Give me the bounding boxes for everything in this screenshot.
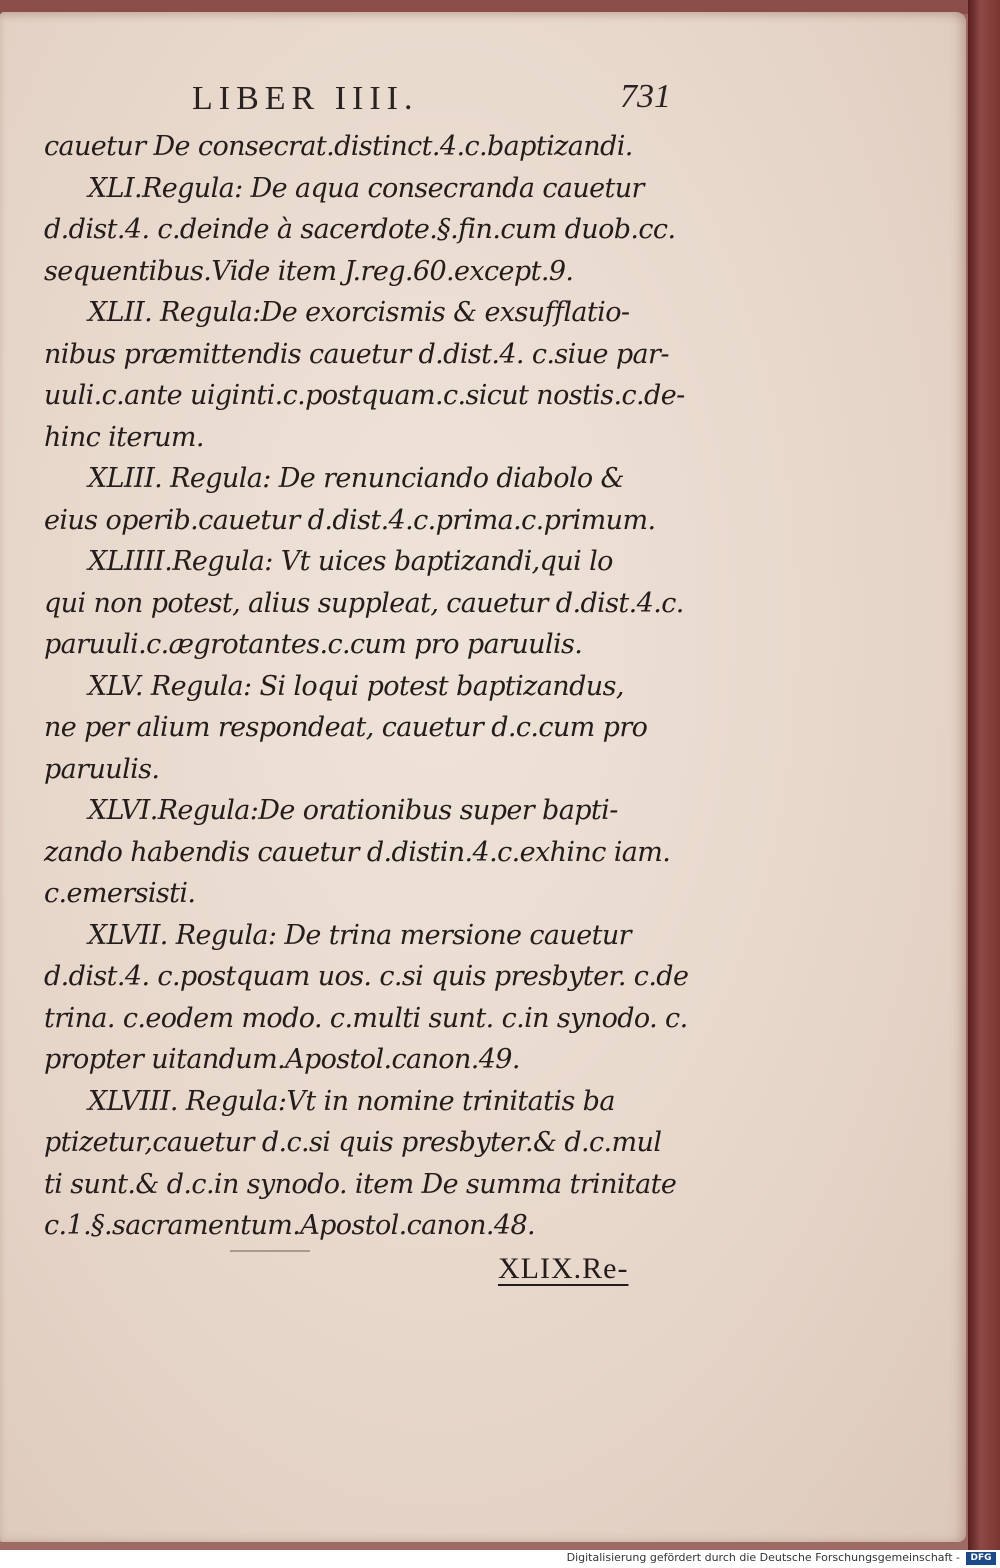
book-page	[0, 12, 966, 1542]
text-line: nibus præmittendis cauetur d.dist.4. c.siue par-	[44, 338, 669, 370]
text-line: ne per alium respondeat, cauetur d.c.cum pro	[44, 712, 648, 743]
text-line: ti sunt.& d.c.in synodo. item De summa trinitate	[44, 1168, 677, 1200]
rule-xlvi-start: XLVI.Regula:De orationibus super bapti-	[88, 795, 618, 826]
scan-border-right	[968, 0, 1000, 1550]
text-line: eius operib.cauetur d.dist.4.c.prima.c.primum.	[44, 504, 656, 536]
faint-rule	[230, 1250, 310, 1252]
rule-xlviii-start: XLVIII. Regula:Vt in nomine trinitatis ba	[88, 1085, 615, 1117]
page-number: 731	[620, 78, 671, 115]
text-line: hinc iterum.	[44, 421, 204, 453]
rule-xlv-start: XLV. Regula: Si loqui potest baptizandus,	[88, 670, 624, 702]
text-line: qui non potest, alius suppleat, cauetur d.dist.4.c.	[44, 587, 684, 619]
text-line: ptizetur,cauetur d.c.si quis presbyter.& d.c.mul	[44, 1127, 662, 1158]
body-text	[44, 126, 689, 1247]
text-line: c.1.§.sacramentum.Apostol.canon.48.	[44, 1210, 536, 1241]
rule-xlii-start: XLII. Regula:De exorcismis & exsufflatio-	[88, 297, 630, 328]
catchword: XLIX.Re-	[498, 1252, 629, 1285]
rule-xliiii-start: XLIIII.Regula: Vt uices baptizandi,qui lo	[88, 546, 613, 577]
text-line: paruulis.	[44, 753, 160, 785]
page-header	[0, 74, 966, 124]
rule-xli-start: XLI.Regula: De aqua consecranda cauetur	[88, 172, 644, 204]
text-line: uuli.c.ante uiginti.c.postquam.c.sicut nostis.c.de-	[44, 380, 685, 411]
rule-xliii-start: XLIII. Regula: De renunciando diabolo &	[88, 463, 624, 494]
text-line: trina. c.eodem modo. c.multi sunt. c.in synodo. c.	[44, 1002, 688, 1034]
text-line: zando habendis cauetur d.distin.4.c.exhinc iam.	[44, 836, 671, 868]
text-line: cauetur De consecrat.distinct.4.c.baptizandi.	[44, 131, 633, 162]
text-line: d.dist.4. c.postquam uos. c.si quis presbyter. c.de	[44, 961, 689, 992]
running-head: LIBER IIII.	[192, 80, 419, 117]
dfg-logo-icon: DFG	[966, 1552, 996, 1565]
text-line: propter uitandum.Apostol.canon.49.	[44, 1044, 520, 1075]
text-line: sequentibus.Vide item J.reg.60.except.9.	[44, 255, 574, 287]
text-line: d.dist.4. c.deinde à sacerdote.§.fin.cum duob.cc.	[44, 214, 676, 245]
rule-xlvii-start: XLVII. Regula: De trina mersione cauetur	[88, 919, 631, 951]
text-line: c.emersisti.	[44, 878, 196, 909]
footer-credit: Digitalisierung gefördert durch die Deutsche Forschungsgemeinschaft -	[566, 1551, 960, 1564]
text-line: paruuli.c.ægrotantes.c.cum pro paruulis.	[44, 629, 583, 660]
